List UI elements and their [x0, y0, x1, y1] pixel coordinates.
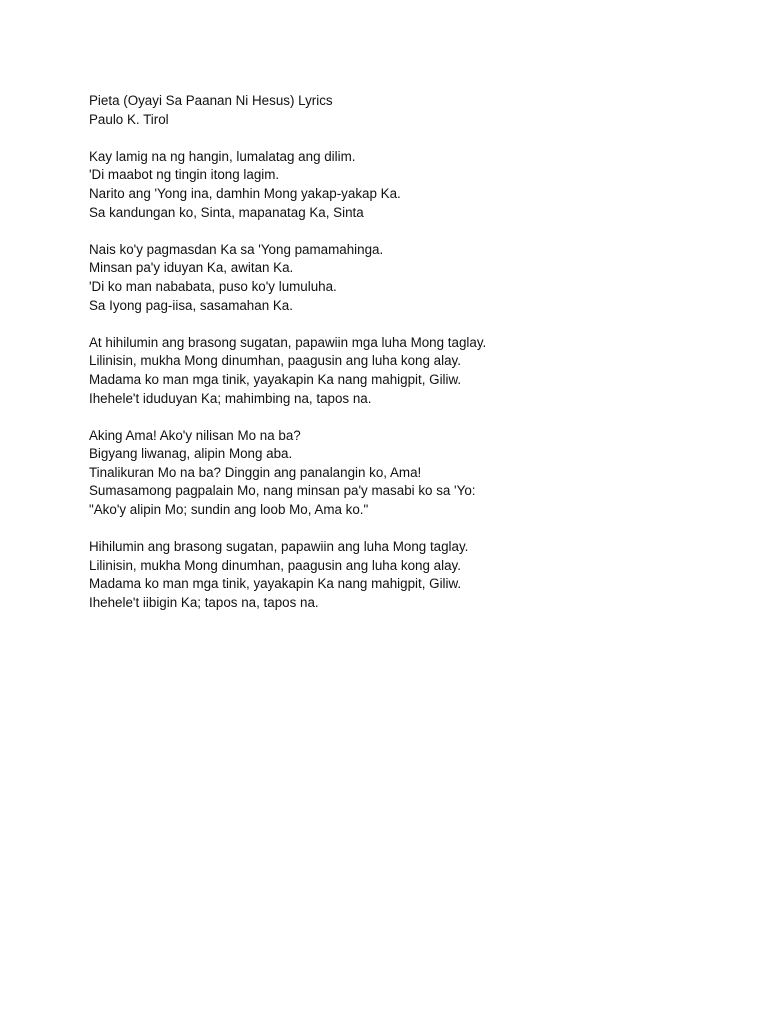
stanza-1 — [89, 148, 729, 222]
lyric-line: Nais ko'y pagmasdan Ka sa 'Yong pamamahinga. — [89, 241, 384, 257]
stanza-5 — [89, 538, 729, 612]
lyric-line: Madama ko man mga tinik, yayakapin Ka nang mahigpit, Giliw. — [89, 371, 462, 387]
document-header — [89, 92, 729, 129]
lyric-line: Lilinisin, mukha Mong dinumhan, paagusin ang luha kong alay. — [89, 353, 461, 369]
lyric-line: At hihilumin ang brasong sugatan, papawiin mga luha Mong taglay. — [89, 334, 487, 350]
lyric-line: Lilinisin, mukha Mong dinumhan, paagusin ang luha kong alay. — [89, 557, 461, 573]
lyric-line: Ihehele't iduduyan Ka; mahimbing na, tapos na. — [89, 390, 372, 406]
lyric-line: Sa Iyong pag-iisa, sasamahan Ka. — [89, 297, 293, 313]
document-author: Paulo K. Tirol — [89, 111, 169, 127]
lyric-line: Ihehele't iibigin Ka; tapos na, tapos na. — [89, 595, 319, 611]
lyric-line: Sumasamong pagpalain Mo, nang minsan pa'y masabi ko sa 'Yo: — [89, 483, 476, 499]
lyric-line: Narito ang 'Yong ina, damhin Mong yakap-yakap Ka. — [89, 185, 401, 201]
lyric-line: Tinalikuran Mo na ba? Dinggin ang panalangin ko, Ama! — [89, 464, 422, 480]
lyric-line: Madama ko man mga tinik, yayakapin Ka nang mahigpit, Giliw. — [89, 576, 462, 592]
lyrics-content — [89, 92, 729, 613]
document-title: Pieta (Oyayi Sa Paanan Ni Hesus) Lyrics — [89, 93, 333, 108]
lyric-line: Bigyang liwanag, alipin Mong aba. — [89, 446, 293, 462]
stanza-4 — [89, 427, 729, 520]
lyric-line: Minsan pa'y iduyan Ka, awitan Ka. — [89, 260, 294, 276]
lyric-line: 'Di ko man nababata, puso ko'y lumuluha. — [89, 278, 337, 294]
lyric-line: Hihilumin ang brasong sugatan, papawiin ang luha Mong taglay. — [89, 539, 469, 555]
stanza-2 — [89, 241, 729, 315]
stanza-3 — [89, 334, 729, 408]
lyric-line: Aking Ama! Ako'y nilisan Mo na ba? — [89, 427, 301, 443]
lyric-line: "Ako'y alipin Mo; sundin ang loob Mo, Ama ko." — [89, 502, 369, 518]
lyric-line: Sa kandungan ko, Sinta, mapanatag Ka, Sinta — [89, 204, 364, 220]
lyric-line: 'Di maabot ng tingin itong lagim. — [89, 167, 280, 183]
lyric-line: Kay lamig na ng hangin, lumalatag ang dilim. — [89, 148, 356, 164]
